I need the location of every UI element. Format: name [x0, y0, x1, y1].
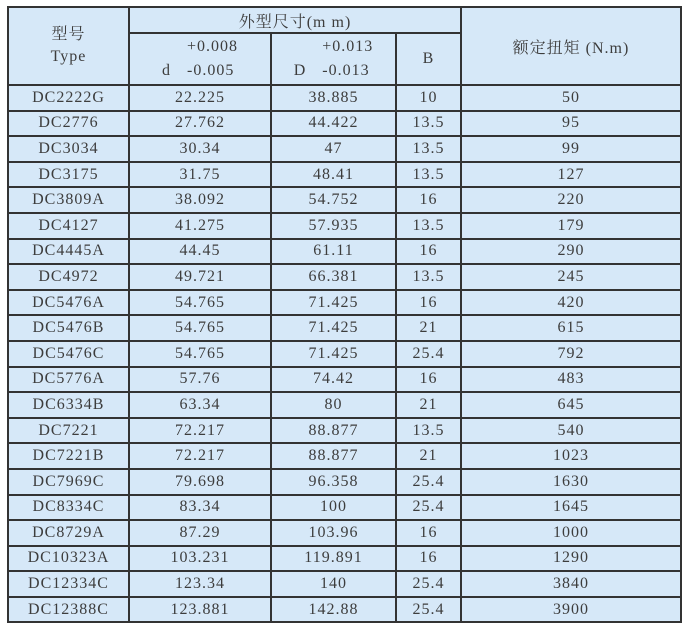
- cell-torque: 50: [461, 85, 681, 111]
- cell-D: 71.425: [271, 341, 396, 367]
- cell-d: 41.275: [129, 213, 271, 239]
- cell-b: 16: [396, 187, 461, 213]
- cell-D: 47: [271, 136, 396, 162]
- cell-torque: 220: [461, 187, 681, 213]
- cell-d: 79.698: [129, 469, 271, 495]
- cell-b: 13.5: [396, 418, 461, 444]
- D-tolerance-minus: -0.013: [322, 62, 370, 79]
- cell-model: DC5776A: [8, 367, 129, 393]
- table-row: [8, 571, 681, 597]
- cell-model: DC4972: [8, 264, 129, 290]
- table-row: [8, 392, 681, 418]
- cell-torque: 1290: [461, 546, 681, 572]
- cell-d: 44.45: [129, 239, 271, 265]
- cell-b: 13.5: [396, 162, 461, 188]
- cell-torque: 1630: [461, 469, 681, 495]
- cell-model: DC12388C: [8, 597, 129, 623]
- cell-D: 142.88: [271, 597, 396, 623]
- cell-d: 54.765: [129, 290, 271, 316]
- cell-torque: 615: [461, 315, 681, 341]
- table-row: [8, 162, 681, 188]
- spec-table: [7, 6, 682, 623]
- cell-torque: 3900: [461, 597, 681, 623]
- cell-d: 49.721: [129, 264, 271, 290]
- table-row: [8, 495, 681, 521]
- table-row: [8, 213, 681, 239]
- cell-model: DC5476C: [8, 341, 129, 367]
- cell-b: 16: [396, 290, 461, 316]
- cell-model: DC2222G: [8, 85, 129, 111]
- table-row: [8, 136, 681, 162]
- cell-torque: 95: [461, 111, 681, 137]
- table-row: [8, 597, 681, 623]
- cell-D: 88.877: [271, 443, 396, 469]
- cell-torque: 290: [461, 239, 681, 265]
- col-header-b: B: [396, 33, 461, 85]
- cell-D: 140: [271, 571, 396, 597]
- cell-model: DC12334C: [8, 571, 129, 597]
- cell-torque: 3840: [461, 571, 681, 597]
- cell-b: 25.4: [396, 469, 461, 495]
- cell-D: 66.381: [271, 264, 396, 290]
- cell-model: DC3809A: [8, 187, 129, 213]
- cell-torque: 1645: [461, 495, 681, 521]
- cell-b: 16: [396, 546, 461, 572]
- cell-D: 44.422: [271, 111, 396, 137]
- cell-b: 25.4: [396, 341, 461, 367]
- table-row: [8, 418, 681, 444]
- cell-D: 71.425: [271, 315, 396, 341]
- cell-D: 74.42: [271, 367, 396, 393]
- table-row: [8, 187, 681, 213]
- table-row: [8, 85, 681, 111]
- cell-torque: 1023: [461, 443, 681, 469]
- col-header-type: [8, 7, 129, 85]
- D-letter: D: [293, 62, 307, 79]
- cell-torque: 1000: [461, 520, 681, 546]
- cell-torque: 540: [461, 418, 681, 444]
- cell-torque: 645: [461, 392, 681, 418]
- cell-model: DC6334B: [8, 392, 129, 418]
- cell-model: DC4445A: [8, 239, 129, 265]
- table-row: [8, 315, 681, 341]
- table-row: [8, 239, 681, 265]
- cell-d: 103.231: [129, 546, 271, 572]
- cell-b: 16: [396, 520, 461, 546]
- cell-b: 16: [396, 367, 461, 393]
- cell-d: 87.29: [129, 520, 271, 546]
- cell-b: 13.5: [396, 213, 461, 239]
- cell-b: 21: [396, 392, 461, 418]
- cell-D: 103.96: [271, 520, 396, 546]
- cell-D: 61.11: [271, 239, 396, 265]
- cell-b: 13.5: [396, 264, 461, 290]
- cell-D: 96.358: [271, 469, 396, 495]
- cell-model: DC3175: [8, 162, 129, 188]
- table-row: [8, 520, 681, 546]
- cell-d: 63.34: [129, 392, 271, 418]
- cell-model: DC4127: [8, 213, 129, 239]
- d-letter: d: [161, 62, 171, 79]
- cell-model: DC7221B: [8, 443, 129, 469]
- cell-b: 10: [396, 85, 461, 111]
- cell-d: 22.225: [129, 85, 271, 111]
- cell-d: 57.76: [129, 367, 271, 393]
- table-row: [8, 290, 681, 316]
- cell-torque: 245: [461, 264, 681, 290]
- col-header-torque: 额定扭矩 (N.m): [461, 7, 681, 85]
- cell-d: 27.762: [129, 111, 271, 137]
- cell-d: 54.765: [129, 341, 271, 367]
- cell-model: DC7221: [8, 418, 129, 444]
- cell-d: 123.881: [129, 597, 271, 623]
- table-row: [8, 469, 681, 495]
- cell-b: 13.5: [396, 111, 461, 137]
- col-header-type-en: Type: [50, 48, 87, 65]
- d-tolerance-plus: +0.008: [186, 38, 239, 55]
- col-header-d-tolerance: [129, 33, 271, 85]
- cell-b: 21: [396, 443, 461, 469]
- cell-d: 123.34: [129, 571, 271, 597]
- cell-torque: 792: [461, 341, 681, 367]
- cell-D: 57.935: [271, 213, 396, 239]
- cell-torque: 127: [461, 162, 681, 188]
- cell-model: DC8729A: [8, 520, 129, 546]
- D-tolerance-plus: +0.013: [322, 38, 374, 55]
- col-header-dimensions: 外型尺寸(m m): [129, 7, 461, 33]
- cell-D: 48.41: [271, 162, 396, 188]
- cell-torque: 99: [461, 136, 681, 162]
- cell-model: DC8334C: [8, 495, 129, 521]
- d-tolerance-minus: -0.005: [186, 62, 235, 79]
- cell-D: 71.425: [271, 290, 396, 316]
- cell-d: 54.765: [129, 315, 271, 341]
- cell-b: 16: [396, 239, 461, 265]
- table-row: [8, 341, 681, 367]
- cell-D: 88.877: [271, 418, 396, 444]
- table-row: [8, 111, 681, 137]
- cell-D: 38.885: [271, 85, 396, 111]
- cell-d: 72.217: [129, 443, 271, 469]
- cell-b: 13.5: [396, 136, 461, 162]
- cell-b: 21: [396, 315, 461, 341]
- cell-d: 31.75: [129, 162, 271, 188]
- cell-model: DC3034: [8, 136, 129, 162]
- cell-d: 38.092: [129, 187, 271, 213]
- table-row: [8, 443, 681, 469]
- cell-d: 30.34: [129, 136, 271, 162]
- cell-torque: 420: [461, 290, 681, 316]
- cell-D: 54.752: [271, 187, 396, 213]
- col-header-D-tolerance: [271, 33, 396, 85]
- cell-torque: 483: [461, 367, 681, 393]
- table-row: [8, 264, 681, 290]
- cell-model: DC7969C: [8, 469, 129, 495]
- cell-D: 80: [271, 392, 396, 418]
- cell-D: 100: [271, 495, 396, 521]
- table-row: [8, 367, 681, 393]
- cell-b: 25.4: [396, 571, 461, 597]
- cell-torque: 179: [461, 213, 681, 239]
- cell-d: 72.217: [129, 418, 271, 444]
- table-row: [8, 546, 681, 572]
- table-header: [8, 7, 681, 85]
- cell-model: DC5476B: [8, 315, 129, 341]
- cell-b: 25.4: [396, 597, 461, 623]
- table-body: [8, 85, 681, 622]
- cell-b: 25.4: [396, 495, 461, 521]
- cell-d: 83.34: [129, 495, 271, 521]
- col-header-type-cn: 型号: [51, 26, 86, 43]
- cell-D: 119.891: [271, 546, 396, 572]
- cell-model: DC5476A: [8, 290, 129, 316]
- cell-model: DC10323A: [8, 546, 129, 572]
- cell-model: DC2776: [8, 111, 129, 137]
